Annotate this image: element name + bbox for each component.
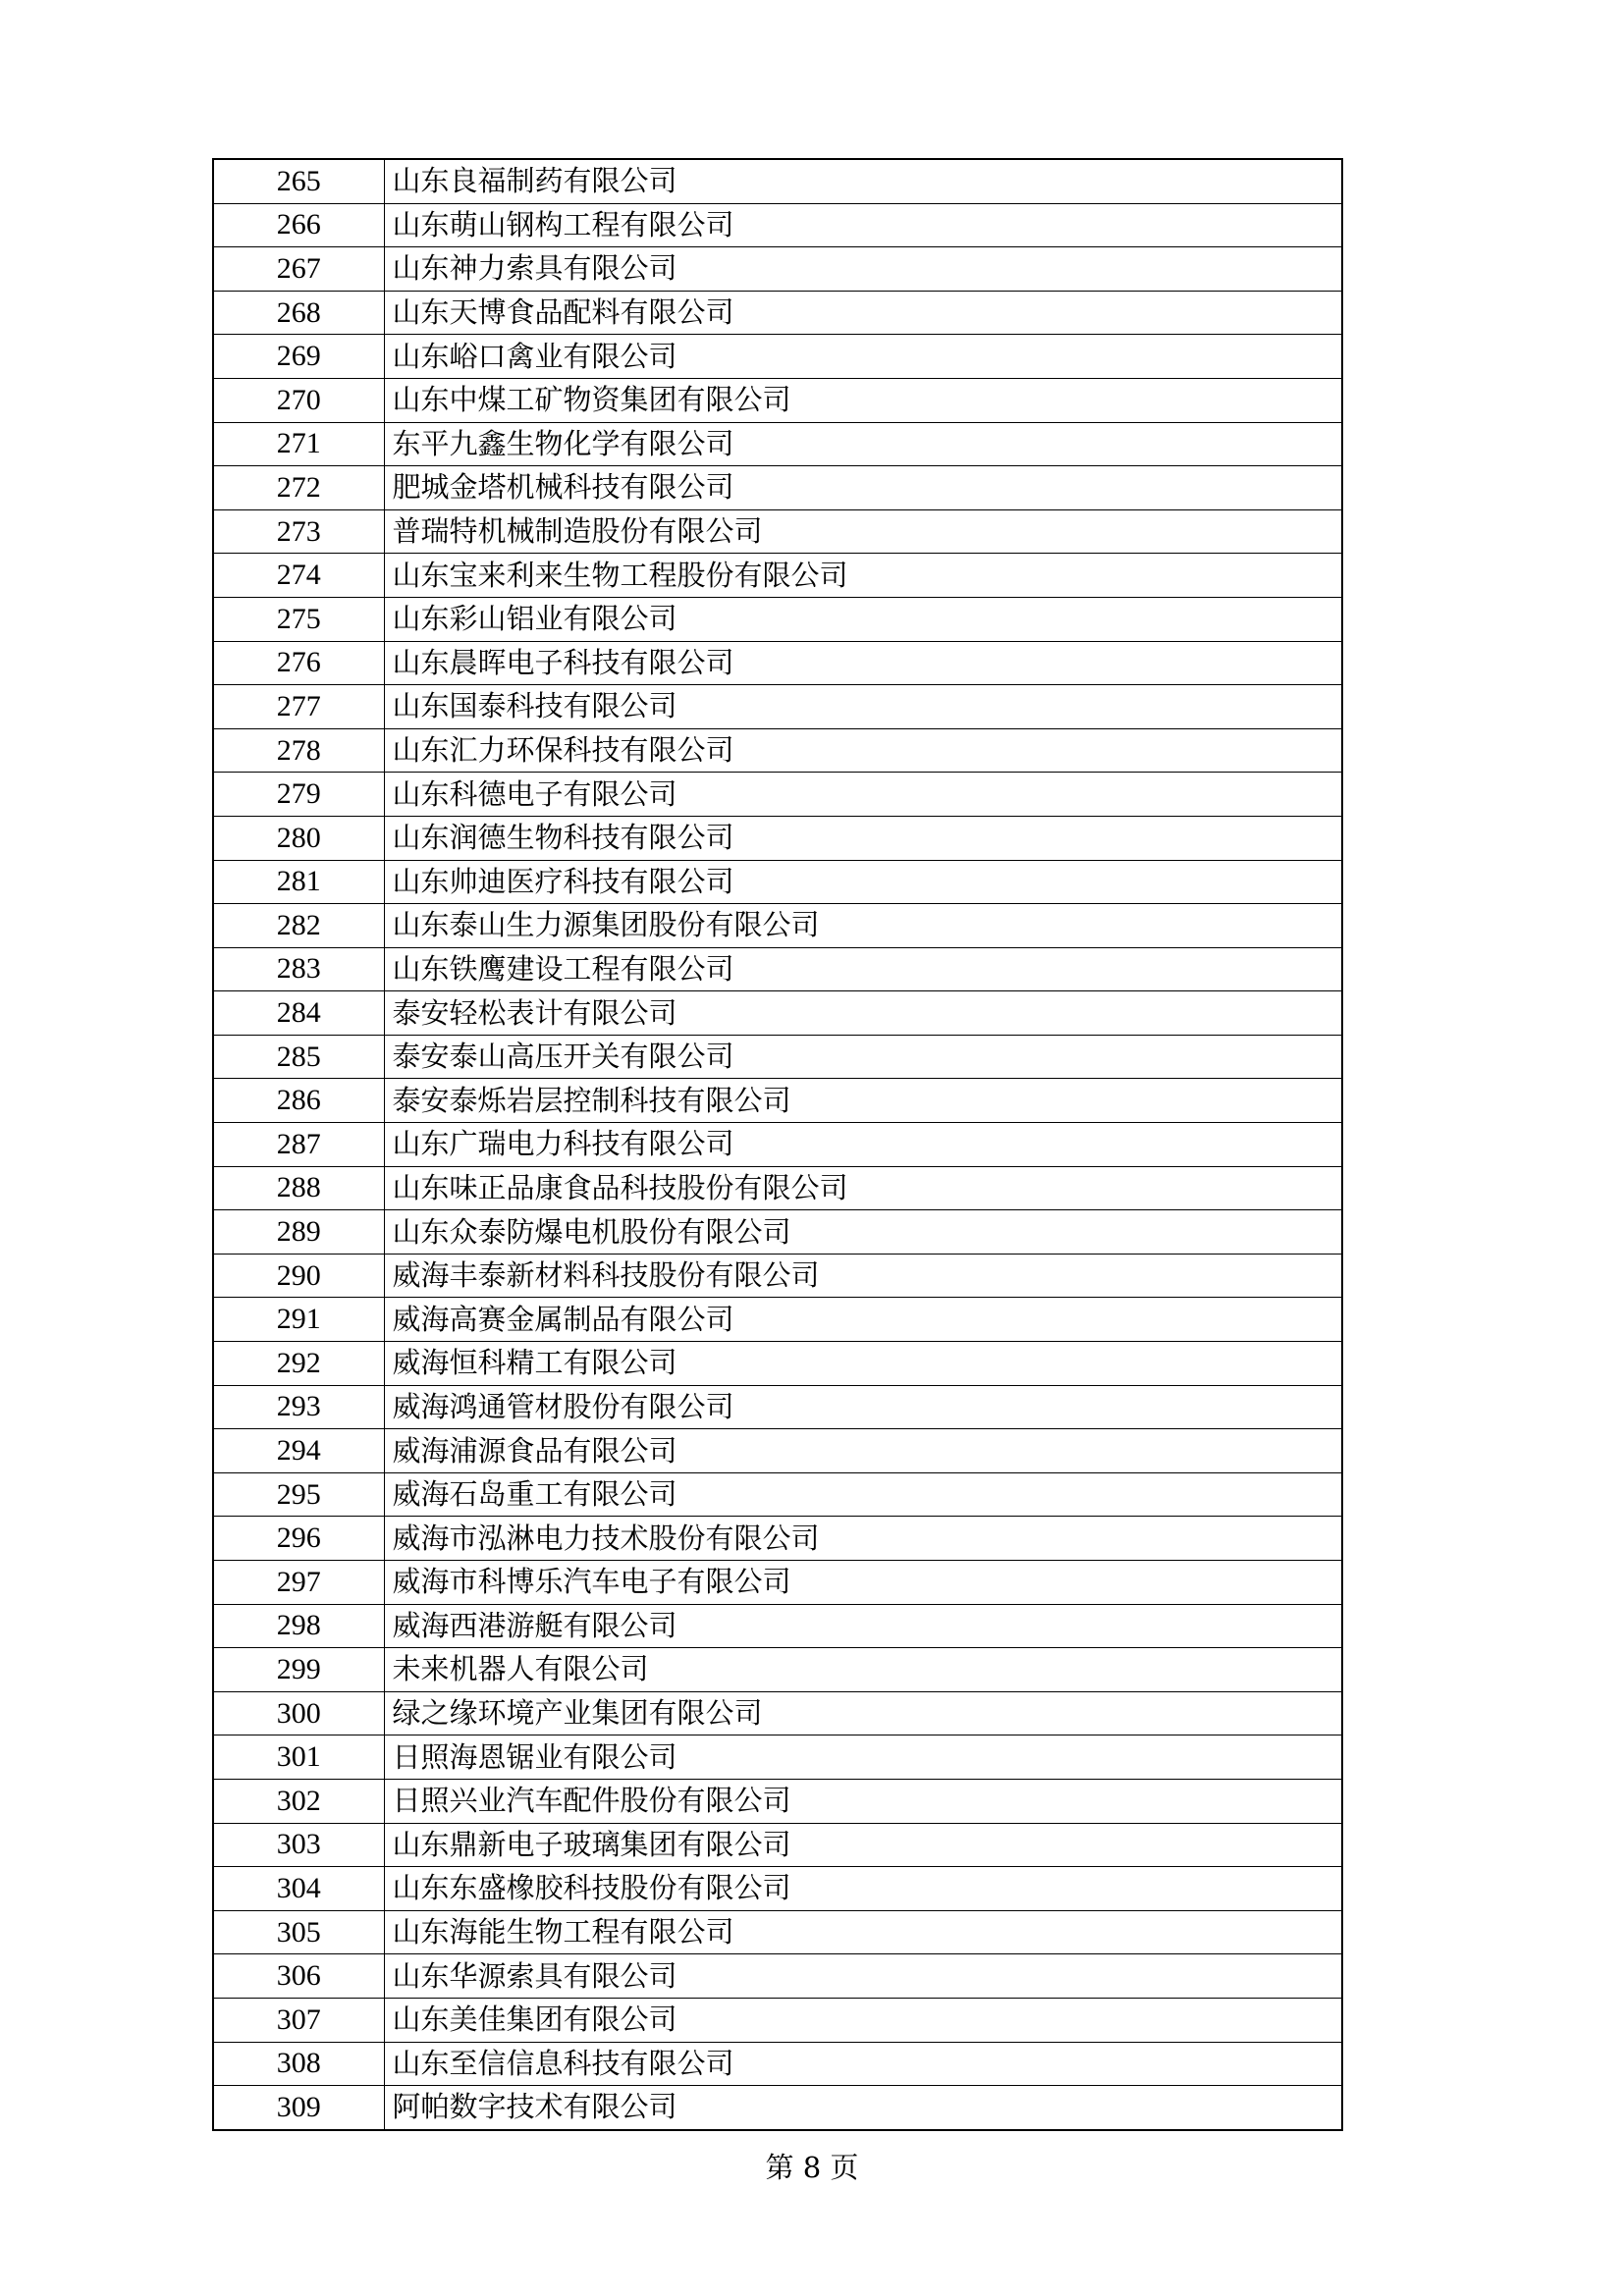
row-number: 277 [213,685,384,729]
row-number: 297 [213,1561,384,1605]
row-number: 281 [213,860,384,904]
table-row [213,1298,1342,1342]
row-number: 301 [213,1735,384,1780]
table-row [213,159,1342,203]
company-name: 东平九鑫生物化学有限公司 [384,422,1342,466]
row-number: 273 [213,509,384,554]
company-name: 山东润德生物科技有限公司 [384,816,1342,860]
row-number: 269 [213,335,384,379]
row-number: 295 [213,1472,384,1517]
table-row [213,291,1342,335]
row-number: 289 [213,1210,384,1255]
row-number: 271 [213,422,384,466]
row-number: 265 [213,159,384,203]
row-number: 272 [213,466,384,510]
table-row [213,1429,1342,1473]
row-number: 308 [213,2042,384,2086]
table-row [213,2042,1342,2086]
table-row [213,1867,1342,1911]
row-number: 303 [213,1823,384,1867]
row-number: 293 [213,1385,384,1429]
company-name: 山东广瑞电力科技有限公司 [384,1123,1342,1167]
company-name: 威海市泓淋电力技术股份有限公司 [384,1517,1342,1561]
table-row [213,1342,1342,1386]
company-name: 山东帅迪医疗科技有限公司 [384,860,1342,904]
company-name: 山东良福制药有限公司 [384,159,1342,203]
company-name: 普瑞特机械制造股份有限公司 [384,509,1342,554]
table-row [213,1735,1342,1780]
row-number: 294 [213,1429,384,1473]
company-list-body [213,159,1342,2130]
row-number: 276 [213,641,384,685]
table-row [213,816,1342,860]
row-number: 299 [213,1648,384,1692]
company-name: 山东峪口禽业有限公司 [384,335,1342,379]
company-name: 泰安泰山高压开关有限公司 [384,1035,1342,1079]
row-number: 268 [213,291,384,335]
table-row [213,1210,1342,1255]
table-row [213,1604,1342,1648]
row-number: 307 [213,1998,384,2042]
company-name: 泰安轻松表计有限公司 [384,991,1342,1036]
company-name: 威海丰泰新材料科技股份有限公司 [384,1254,1342,1298]
row-number: 288 [213,1166,384,1210]
table-row [213,1166,1342,1210]
company-name: 威海恒科精工有限公司 [384,1342,1342,1386]
table-row [213,1823,1342,1867]
company-name: 日照海恩锯业有限公司 [384,1735,1342,1780]
row-number: 300 [213,1691,384,1735]
company-name: 山东铁鹰建设工程有限公司 [384,947,1342,991]
table-row [213,1561,1342,1605]
table-row [213,1079,1342,1123]
company-name: 未来机器人有限公司 [384,1648,1342,1692]
table-row [213,2086,1342,2130]
company-name: 山东华源索具有限公司 [384,1954,1342,1999]
company-name: 威海浦源食品有限公司 [384,1429,1342,1473]
table-row [213,1385,1342,1429]
row-number: 302 [213,1779,384,1823]
table-row [213,1517,1342,1561]
table-row [213,1648,1342,1692]
row-number: 285 [213,1035,384,1079]
company-name: 威海西港游艇有限公司 [384,1604,1342,1648]
table-row [213,991,1342,1036]
table-row [213,1691,1342,1735]
row-number: 274 [213,554,384,598]
company-name: 山东海能生物工程有限公司 [384,1910,1342,1954]
company-name: 山东宝来利来生物工程股份有限公司 [384,554,1342,598]
row-number: 305 [213,1910,384,1954]
table-row [213,378,1342,422]
table-row [213,904,1342,948]
company-name: 泰安泰烁岩层控制科技有限公司 [384,1079,1342,1123]
table-row [213,335,1342,379]
table-row [213,1779,1342,1823]
company-name: 山东萌山钢构工程有限公司 [384,203,1342,247]
row-number: 266 [213,203,384,247]
row-number: 275 [213,597,384,641]
table-row [213,554,1342,598]
table-row [213,773,1342,817]
row-number: 292 [213,1342,384,1386]
row-number: 291 [213,1298,384,1342]
company-name: 山东泰山生力源集团股份有限公司 [384,904,1342,948]
company-name: 山东国泰科技有限公司 [384,685,1342,729]
company-name: 山东众泰防爆电机股份有限公司 [384,1210,1342,1255]
company-name: 山东天博食品配料有限公司 [384,291,1342,335]
row-number: 282 [213,904,384,948]
table-row [213,728,1342,773]
table-row [213,466,1342,510]
company-name: 威海石岛重工有限公司 [384,1472,1342,1517]
row-number: 278 [213,728,384,773]
table-row [213,597,1342,641]
row-number: 286 [213,1079,384,1123]
row-number: 304 [213,1867,384,1911]
table-row [213,422,1342,466]
company-name: 日照兴业汽车配件股份有限公司 [384,1779,1342,1823]
table-row [213,1998,1342,2042]
table-row [213,1954,1342,1999]
table-row [213,1035,1342,1079]
company-name: 山东彩山铝业有限公司 [384,597,1342,641]
row-number: 296 [213,1517,384,1561]
company-name: 威海高赛金属制品有限公司 [384,1298,1342,1342]
row-number: 290 [213,1254,384,1298]
company-name: 绿之缘环境产业集团有限公司 [384,1691,1342,1735]
company-list-table [212,158,1343,2131]
company-name: 山东神力索具有限公司 [384,247,1342,292]
company-name: 山东东盛橡胶科技股份有限公司 [384,1867,1342,1911]
company-name: 山东晨晖电子科技有限公司 [384,641,1342,685]
company-name: 山东科德电子有限公司 [384,773,1342,817]
company-name: 威海市科博乐汽车电子有限公司 [384,1561,1342,1605]
row-number: 309 [213,2086,384,2130]
company-name: 威海鸿通管材股份有限公司 [384,1385,1342,1429]
row-number: 270 [213,378,384,422]
company-name: 肥城金塔机械科技有限公司 [384,466,1342,510]
table-row [213,641,1342,685]
table-row [213,247,1342,292]
company-name: 山东汇力环保科技有限公司 [384,728,1342,773]
table-row [213,203,1342,247]
company-name: 山东鼎新电子玻璃集团有限公司 [384,1823,1342,1867]
table-row [213,947,1342,991]
table-row [213,1123,1342,1167]
table-row [213,685,1342,729]
table-row [213,1910,1342,1954]
row-number: 306 [213,1954,384,1999]
row-number: 267 [213,247,384,292]
table-row [213,1472,1342,1517]
row-number: 298 [213,1604,384,1648]
table-row [213,1254,1342,1298]
table-row [213,860,1342,904]
company-name: 山东至信信息科技有限公司 [384,2042,1342,2086]
row-number: 280 [213,816,384,860]
page-number: 第 8 页 [765,2151,859,2184]
company-name: 阿帕数字技术有限公司 [384,2086,1342,2130]
company-name: 山东味正品康食品科技股份有限公司 [384,1166,1342,1210]
row-number: 287 [213,1123,384,1167]
row-number: 284 [213,991,384,1036]
company-name: 山东美佳集团有限公司 [384,1998,1342,2042]
row-number: 279 [213,773,384,817]
row-number: 283 [213,947,384,991]
company-name: 山东中煤工矿物资集团有限公司 [384,378,1342,422]
table-row [213,509,1342,554]
